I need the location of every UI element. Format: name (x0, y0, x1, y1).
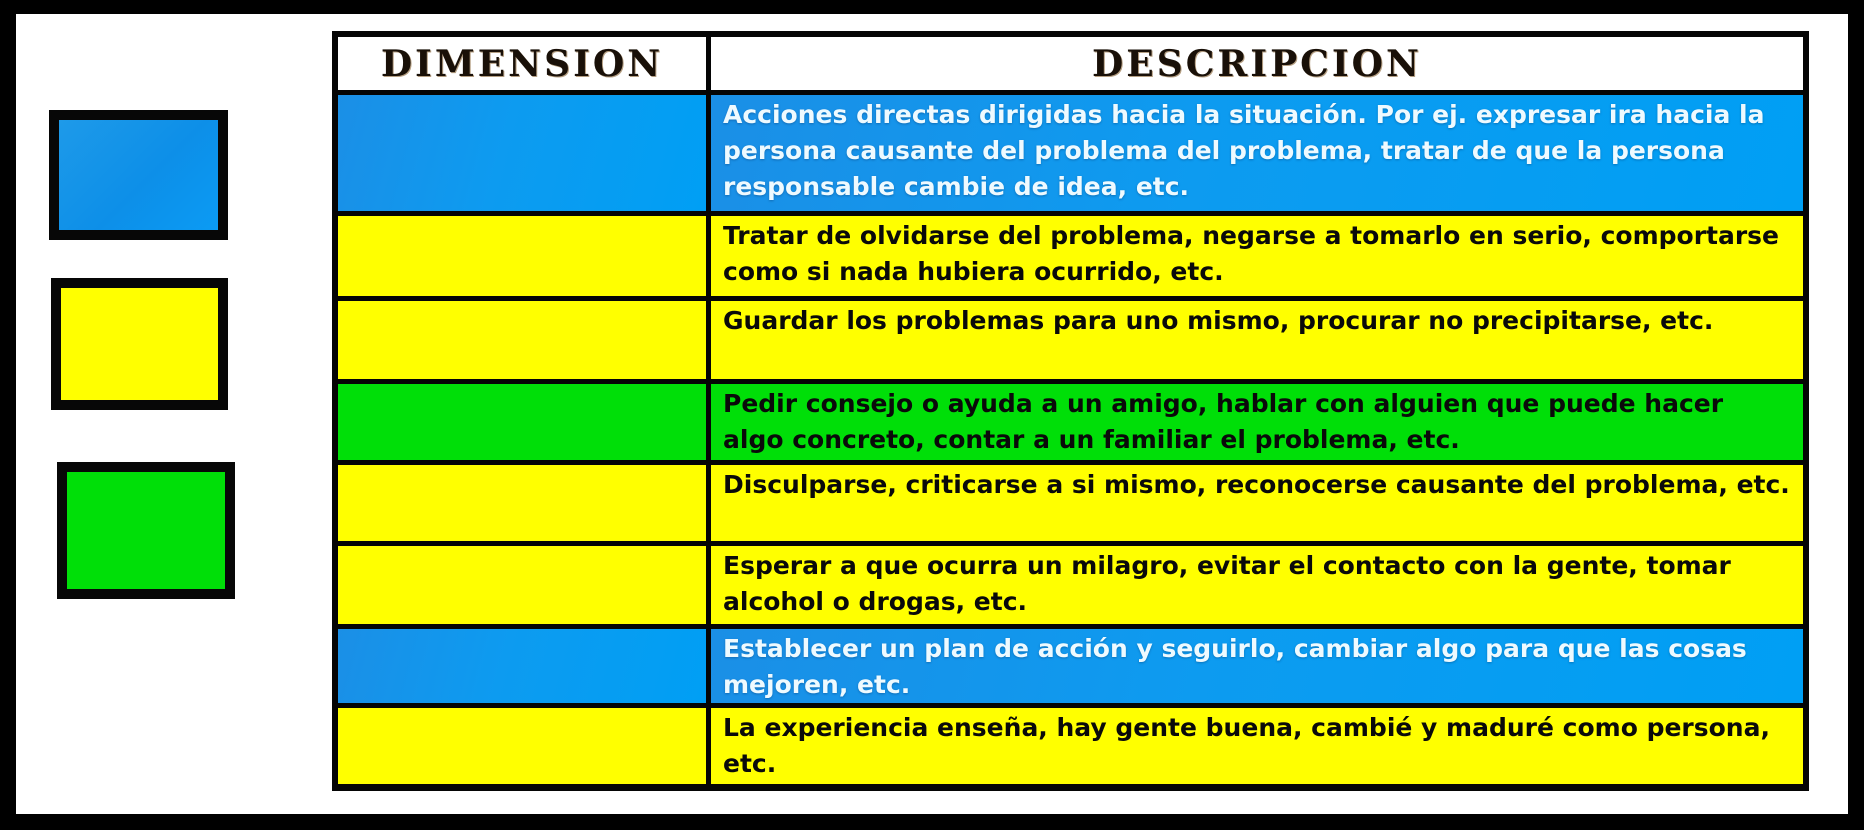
description-cell: Esperar a que ocurra un milagro, evitar el contacto con la gente, tomar alcohol o drogas, etc. (711, 546, 1803, 624)
description-cell: La experiencia enseña, hay gente buena, cambié y maduré como persona, etc. (711, 708, 1803, 784)
description-cell: Pedir consejo o ayuda a un amigo, hablar con alguien que puede hacer algo concreto, contar a un familiar el problema, etc. (711, 384, 1803, 460)
description-cell: Tratar de olvidarse del problema, negarse a tomarlo en serio, comportarse como si nada hubiera ocurrido, etc. (711, 216, 1803, 296)
coping-dimensions-table (332, 31, 1809, 791)
legend-swatch-green (57, 462, 235, 599)
legend-swatch-yellow (51, 278, 228, 410)
description-cell: Acciones directas dirigidas hacia la situación. Por ej. expresar ira hacia la persona causante del problema del problema, tratar de que la persona responsable cambie de idea, etc. (711, 95, 1803, 211)
dimension-cell (338, 708, 706, 784)
legend-swatch-blue (49, 110, 228, 240)
dimension-cell (338, 95, 706, 211)
description-cell: Establecer un plan de acción y seguirlo, cambiar algo para que las cosas mejoren, etc. (711, 629, 1803, 703)
column-header-dimension: DIMENSION (338, 37, 706, 90)
dimension-cell (338, 301, 706, 379)
dimension-cell (338, 465, 706, 541)
dimension-cell (338, 546, 706, 624)
dimension-cell (338, 384, 706, 460)
dimension-cell (338, 629, 706, 703)
dimension-cell (338, 216, 706, 296)
description-cell: Disculparse, criticarse a si mismo, reconocerse causante del problema, etc. (711, 465, 1803, 541)
column-header-descripcion: DESCRIPCION (711, 37, 1803, 90)
description-cell: Guardar los problemas para uno mismo, procurar no precipitarse, etc. (711, 301, 1803, 379)
